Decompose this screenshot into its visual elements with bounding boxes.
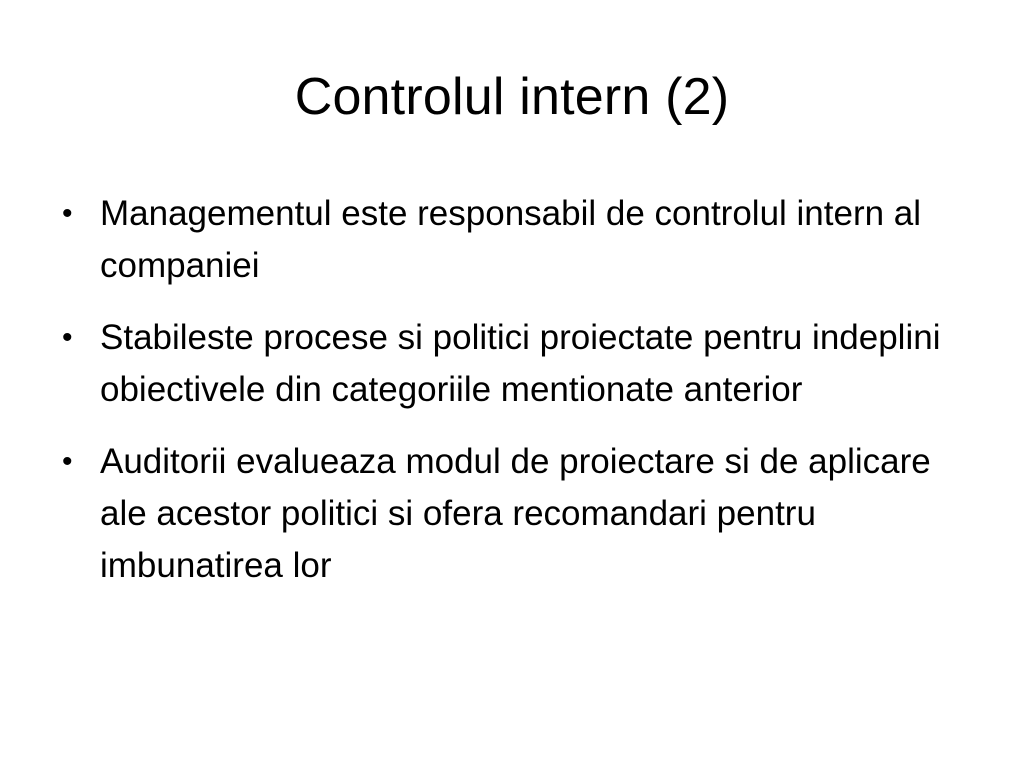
bullet-list: [62, 188, 962, 612]
slide-title: Controlul intern (2): [294, 68, 730, 126]
bullet-item: [62, 436, 962, 592]
bullet-dot-icon: •: [62, 197, 73, 230]
bullet-item: [62, 312, 962, 416]
bullet-text: Stabileste procese si politici proiectate pentru indeplini obiectivele din categoriile mentionate anterior: [100, 318, 941, 409]
bullet-dot-icon: •: [62, 321, 73, 354]
bullet-text: Managementul este responsabil de controlul intern al companiei: [100, 194, 922, 285]
bullet-dot-icon: •: [62, 445, 73, 478]
bullet-item: [62, 188, 962, 292]
bullet-text: Auditorii evalueaza modul de proiectare si de aplicare ale acestor politici si ofera recomandari pentru imbunatirea lor: [100, 442, 931, 585]
